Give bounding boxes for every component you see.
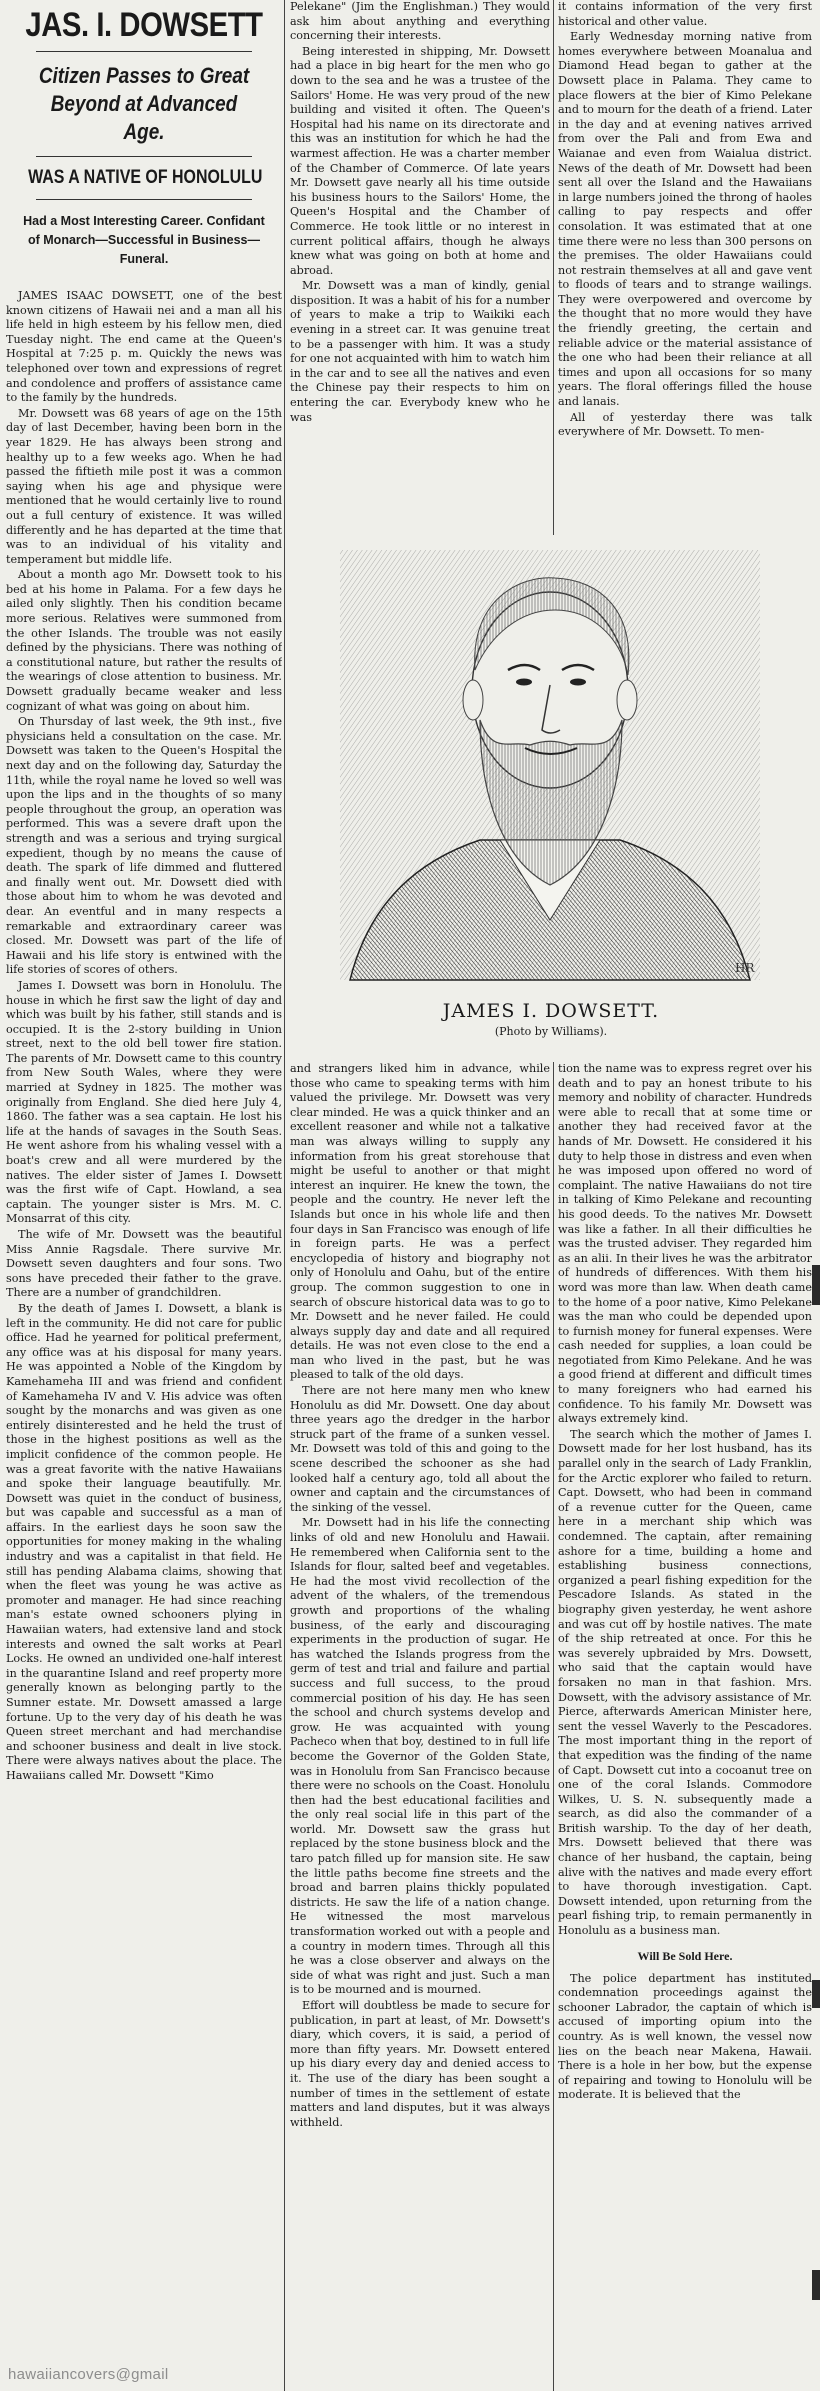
- paragraph: Mr. Dowsett was 68 years of age on the 15th day of last December, having been born in the year 1829. He has always been strong and healthy up to a few weeks ago. When he had passed the fiftieth mile post it was a common saying when his age and physique were mentioned that he would certainly live to round out a full century of existence. It was willed differently and he has departed at the time that was to an individual of his vitality and temperament but middle life.: [6, 406, 282, 566]
- column-rule: [284, 0, 285, 2391]
- deck-headline-3: Had a Most Interesting Career. Confidant of Monarch—Successful in Business—Funeral.: [23, 214, 265, 266]
- paragraph: it contains information of the very first historical and other value.: [558, 0, 812, 28]
- column-rule: [553, 0, 554, 535]
- column-3: [558, 0, 812, 535]
- column-4: [290, 1062, 550, 2391]
- paragraph: Being interested in shipping, Mr. Dowsett had a place in big heart for the men who go down to the sea and he was a trustee of the Sailors' Home. He was very proud of the new building and visited it often. The Queen's Hospital had his name on its directorate and this was an institution for which he had the warmest affection. He was a charter member of the Chamber of Commerce. Of late years Mr. Dowsett gave nearly all his time outside his business hours to the Sailors' Home, the Queen's Hospital and the Chamber of Commerce. He took little or no interest in current political affairs, though he always knew what was going on both at home and abroad.: [290, 44, 550, 277]
- paragraph: By the death of James I. Dowsett, a blank is left in the community. He did not care for public office. Had he yearned for political preferment, any office was at his disposal for many years. He was appointed a Noble of the Kingdom by Kamehameha III and was friend and confident of Kamehameha IV and V. His advice was often sought by the monarchs and was given as one entirely disinterested and he held the trust of those in the highest positions as well as the implicit confidence of the common people. He was a great favorite with the native Hawaiians and spoke their language beautifully. Mr. Dowsett was quiet in the conduct of business, but was capable and successful as a man of affairs. In the earliest days he soon saw the opportunities for money making in the whaling industry and was a capitalist in that field. He still has pending Alabama claims, showing that when the fleet was young he was active as promoter and manager. He had since reaching man's estate owned schooners plying in Hawaiian waters, had extensive land and stock interests and owned the salt works at Pearl Locks. He owned an undivided one-half interest in the quarantine Island and reef property more generally known as belonging partly to the Sumner estate. Mr. Dowsett amassed a large fortune. Up to the very day of his death he was Queen street merchant and had merchandise and schooner business and dealt in live stock. There were always natives about the place. The Hawaiians called Mr. Dowsett "Kimo: [6, 1301, 282, 1782]
- paragraph: and strangers liked him in advance, while those who came to speaking terms with him valued the privilege. Mr. Dowsett was very clear minded. He was a quick thinker and an excellent reasoner and while not a talkative man was always willing to supply any information from his great storehouse that might be useful to another or that might interest an inquirer. He knew the town, the people and the country. He never left the Islands but once in his whole life and then four days in San Francisco was enough of life in foreign parts. He was a perfect encyclopedia of history and biography not only of Honolulu and Oahu, but of the entire group. The common suggestion to one in search of obscure historical data was to go to Mr. Dowsett and he never failed. He could always supply day and date and all required details. He was not even close to the end a man who lived in the past, but he was pleased to talk of the old days.: [290, 1062, 550, 1382]
- paragraph: Effort will doubtless be made to secure for publication, in part at least, of Mr. Dowsett's diary, which covers, it is said, a period of more than fifty years. Mr. Dowsett entered up his diary every day and denied access to it. The use of the diary has been sought a number of times in the settlement of estate matters and land disputes, but it was always withheld.: [290, 1999, 550, 2129]
- paragraph: About a month ago Mr. Dowsett took to his bed at his home in Palama. For a few days he ailed only slightly. Then his condition became more serious. Relatives were summoned from the other Islands. The trouble was not easily defined by the physicians. There was nothing of a constitutional nature, but rather the results of the wearings of close attention to business. Mr. Dowsett gradually became weaker and less cognizant of what was going on about him.: [6, 568, 282, 713]
- masthead: JAS. I. DOWSETT: [25, 6, 263, 44]
- divider: [36, 51, 252, 52]
- paragraph: On Thursday of last week, the 9th inst., five physicians held a consultation on the case. Mr. Dowsett was taken to the Queen's Hospital the next day and on the following day, Saturday the 11th, while the royal name he loved so well was upon the lips and in the thoughts of so many people throughout the group, an operation was performed. This was a severe draft upon the strength and was a serious and trying surgical expedient, though by no means the cause of death. The spark of life dimmed and fluttered and finally went out. Mr. Dowsett died with those about him to whom he was devoted and dear. An eventful and in many respects a remarkable and extraordinary career was closed. Mr. Dowsett was part of the life of Hawaii and his life story is entwined with the life stories of scores of others.: [6, 715, 282, 977]
- svg-text:HR: HR: [735, 961, 755, 975]
- paragraph: All of yesterday there was talk everywhere of Mr. Dowsett. To men-: [558, 410, 812, 439]
- edge-mark: [812, 1265, 820, 1305]
- paragraph: There are not here many men who knew Honolulu as did Mr. Dowsett. One day about three years ago the dredger in the harbor struck part of the frame of a sunken vessel. Mr. Dowsett was told of this and going to the scene described the schooner as she had looked half a century ago, told all about the owner and captain and the circumstances of the sinking of the vessel.: [290, 1384, 550, 1514]
- column-1: [6, 0, 282, 2391]
- column-2: [290, 0, 550, 535]
- paragraph: The wife of Mr. Dowsett was the beautiful Miss Annie Ragsdale. There survive Mr. Dowsett seven daughters and four sons. Two sons have preceded their father to the grave. There are a number of grandchildren.: [6, 1228, 282, 1300]
- paragraph: The police department has instituted condemnation proceedings against the schooner Labrador, the captain of which is accused of importing opium into the country. As is well known, the vessel now lies on the beach near Makena, Hawaii. There is a hole in her bow, but the expense of repairing and towing to Honolulu will be moderate. It is believed that the: [558, 1971, 812, 2102]
- divider: [36, 156, 252, 157]
- paragraph: Pelekane" (Jim the Englishman.) They would ask him about anything and everything concerning their interests.: [290, 0, 550, 43]
- paragraph: Mr. Dowsett was a man of kindly, genial disposition. It was a habit of his for a number of years to make a trip to Waikiki each evening in a street car. It was genuine treat to be a passenger with him. It was a study for one not acquainted with him to watch him in the car and to see all the natives and even the Chinese pay their respects to him on entering the car. Everybody knew who he was: [290, 279, 550, 424]
- portrait-icon: [330, 540, 770, 990]
- divider: [36, 199, 252, 200]
- edge-mark: [812, 1980, 820, 2008]
- paragraph: Early Wednesday morning native from homes everywhere between Moanalua and Diamond Head began to gather at the Dowsett place in Palama. They came to place flowers at the bier of Kimo Pelekane and to mourn for the death of a friend. Later in the day and at evening natives arrived from over the Pali and from Ewa and Waianae and even from Waialua district. News of the death of Mr. Dowsett had been sent all over the Island and the Hawaiians in large numbers joined the throng of haoles calling to pay respects and offer consolation. It was estimated that at one time there were no less than 300 persons on the premises. The older Hawaiians could not restrain themselves at all and gave vent to floods of tears and to strange wailings. They were overpowered and overcome by the thought that no more would they have the friendly greeting, the certain and reliable advice or the material assistance of the one who had been their reliance at all times and upon all occasions for so many years. The floral offerings filled the house and lanais.: [558, 30, 812, 409]
- column-5: [558, 1062, 812, 2391]
- paragraph: Mr. Dowsett had in his life the connecting links of old and new Honolulu and Hawaii. He remembered when California sent to the Islands for flour, salted beef and vegetables. He had the most vivid recollection of the advent of the whalers, of the tremendous growth and proportions of the whaling business, of the early and discouraging experiments in the production of sugar. He has watched the Islands progress from the germ of test and trial and failure and partial success and full success, to the proud commercial position of his day. He has seen the school and church systems develop and grow. He was acquainted with young Pacheco when that boy, destined to in full life become the Governor of the Golden State, was in Honolulu from San Francisco because there were no schools on the Coast. Honolulu then had the best educational facilities and the only real social life in this part of the world. Mr. Dowsett saw the grass hut replaced by the stone business block and the taro patch filled up for mansion site. He saw the little paths become fine streets and the broad and barren plains thickly populated districts. He saw the life of a nation change. He witnessed the most marvelous transformation worked out with a people and a country in modern times. Through all this he was a close observer and always on the side of what was right and just. Such a man is to be mourned and is mourned.: [290, 1516, 550, 1997]
- portrait-engraving: [330, 540, 770, 1060]
- caption-credit: (Photo by Williams).: [494, 1025, 608, 1038]
- caption-title: JAMES I. DOWSETT.: [442, 1000, 660, 1022]
- portrait-caption: [290, 1000, 812, 1038]
- column-rule: [553, 1062, 554, 2391]
- watermark: hawaiiancovers@gmail: [8, 2366, 169, 2383]
- paragraph: JAMES ISAAC DOWSETT, one of the best known citizens of Hawaii nei and a man all his life held in high esteem by his fellow men, died Tuesday night. The end came at the Queen's Hospital at 7:25 p. m. Quickly the news was telephoned over town and expressions of regret and condolence and proffers of assistance came to the family by the hundreds.: [6, 289, 282, 405]
- deck-headline-1: Citizen Passes to Great Beyond at Advanced Age.: [38, 63, 250, 144]
- paragraph: James I. Dowsett was born in Honolulu. The house in which he first saw the light of day and which was built by his father, still stands and is occupied. It is the 2-story building in Union street, next to the old bell tower fire station. The parents of Mr. Dowsett came to this country from New South Wales, where they were married at Sydney in 1825. The mother was originally from England. She died here July 4, 1860. The father was a sea captain. He lost his life at the hands of savages in the South Seas. He went ashore from his whaling vessel with a boat's crew and all were murdered by the natives. The elder sister of James I. Dowsett was the first wife of Capt. Howland, a sea captain. The younger sister is Mrs. M. C. Monsarrat of this city.: [6, 978, 282, 1226]
- subhead: Will Be Sold Here.: [637, 1948, 733, 1963]
- paragraph: tion the name was to express regret over his death and to pay an honest tribute to his memory and nobility of character. Hundreds were able to recall that at some time or another they had received favor at the hands of Mr. Dowsett. He considered it his duty to help those in distress and even when he was imposed upon offered no word of complaint. The native Hawaiians do not tire in talking of Kimo Pelekane and recounting his good deeds. To the natives Mr. Dowsett was like a father. In all their difficulties he was the trusted adviser. They regarded him as an alii. In their lives he was the arbitrator of hundreds of differences. With them his word was more than law. When death came to the home of a poor native, Kimo Pelekane was the man who could be depended upon to furnish money for funeral expenses. Were cash needed for supplies, a loan could be negotiated from Kimo Pelekane. And he was a good friend at different and difficult times to many foreigners who had earned his confidence. To his family Mr. Dowsett was always extremely kind.: [558, 1062, 812, 1426]
- paragraph: The search which the mother of James I. Dowsett made for her lost husband, has its parallel only in the search of Lady Franklin, for the Arctic explorer who failed to return. Capt. Dowsett, who had been in command of a revenue cutter for the Queen, came here in a merchant ship which was condemned. The captain, after remaining ashore for a time, building a home and establishing business connections, organized a pearl fishing expedition for the Pescadore Islands. As stated in the biography given yesterday, he went ashore and was cut off by hostile natives. The mate of the ship retreated at once. For this he was severely upbraided by Mrs. Dowsett, who said that the captain would have forsaken no man in that fashion. Mrs. Dowsett, with the advisory assistance of Mr. Pierce, afterwards American Minister here, sent the vessel Waverly to the Pescadores. The most important thing in the report of that expedition was the finding of the name of Capt. Dowsett cut into a cocoanut tree on one of the coral Islands. Commodore Wilkes, U. S. N. subsequently made a search, as did also the commander of a British warship. To the day of her death, Mrs. Dowsett believed that there was chance of her husband, the captain, being alive with the natives and made every effort to have thorough investigation. Capt. Dowsett intended, upon returning from the pearl fishing trip, to remain permanently in Honolulu as a business man.: [558, 1427, 812, 1938]
- edge-mark: [812, 2270, 820, 2300]
- deck-headline-2: WAS A NATIVE OF HONOLULU: [28, 167, 263, 188]
